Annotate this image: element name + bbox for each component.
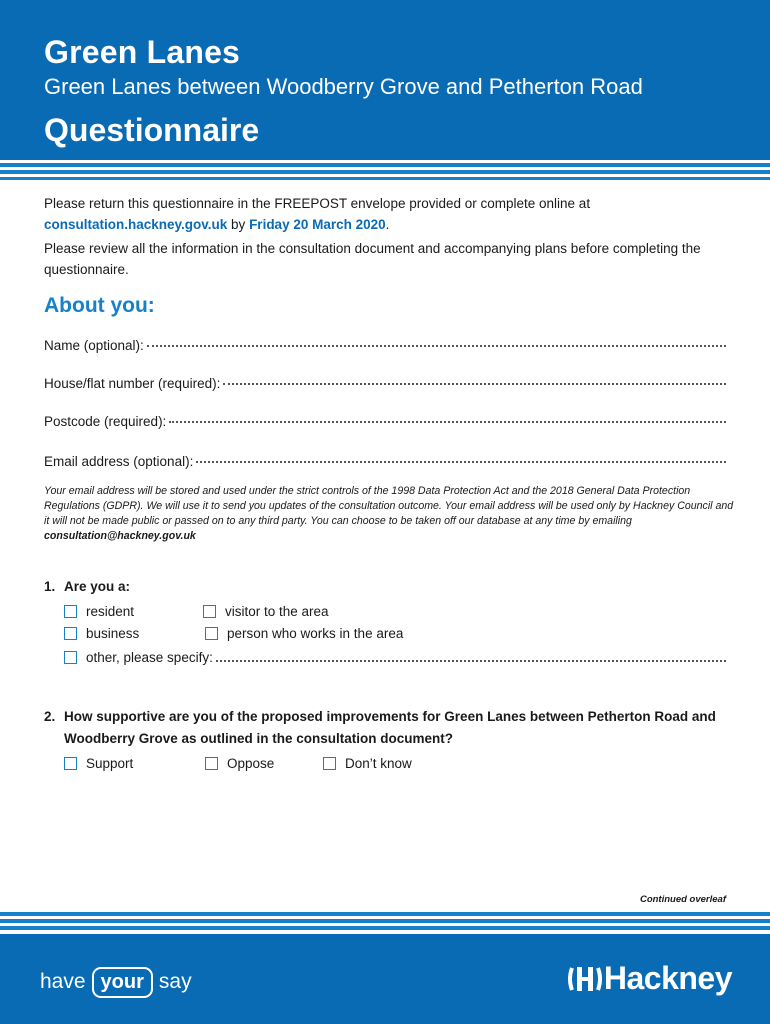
question-1 — [44, 576, 130, 598]
deadline-date: Friday 20 March 2020 — [249, 217, 386, 232]
option-other[interactable] — [64, 650, 726, 665]
intro-text-by: by — [227, 217, 250, 232]
option-label: visitor to the area — [225, 604, 329, 619]
email-input-line[interactable] — [196, 461, 726, 463]
privacy-email[interactable]: consultation@hackney.gov.uk — [44, 530, 196, 542]
house-number-input-line[interactable] — [223, 383, 726, 385]
house-number-field[interactable] — [44, 376, 726, 391]
logo-text-have: have — [40, 970, 86, 993]
house-number-label: House/flat number (required): — [44, 376, 221, 391]
intro-text: Please return this questionnaire in the FREEPOST envelope provided or complete online at — [44, 196, 591, 211]
checkbox[interactable] — [205, 757, 218, 770]
option-works-in-area[interactable] — [205, 626, 403, 641]
logo-text-your: your — [100, 970, 144, 993]
option-label: business — [86, 626, 140, 641]
name-input-line[interactable] — [147, 345, 726, 347]
postcode-input-line[interactable] — [169, 421, 726, 423]
checkbox[interactable] — [205, 627, 218, 640]
question-1-number: 1. — [44, 579, 56, 594]
logo-text-say: say — [158, 970, 192, 993]
checkbox[interactable] — [64, 627, 77, 640]
continued-overleaf: Continued overleaf — [639, 894, 726, 905]
question-1-text: Are you a: — [64, 579, 131, 594]
option-oppose[interactable] — [205, 756, 274, 771]
name-label: Name (optional): — [44, 338, 144, 353]
option-label: person who works in the area — [227, 626, 404, 641]
email-label: Email address (optional): — [44, 454, 194, 469]
hackney-h-icon — [568, 964, 602, 994]
intro-paragraph-2: Please review all the information in the consultation document and accompanying plans before completing the questionnaire. — [44, 241, 701, 277]
have-your-say-logo — [40, 958, 192, 1006]
option-business[interactable] — [64, 626, 139, 641]
hackney-logo — [568, 960, 732, 997]
option-resident[interactable] — [64, 604, 134, 619]
intro-paragraph-1 — [44, 193, 734, 235]
option-visitor[interactable] — [203, 604, 329, 619]
hackney-wordmark: Hackney — [603, 960, 732, 996]
option-label: Oppose — [227, 756, 275, 771]
checkbox[interactable] — [64, 605, 77, 618]
checkbox[interactable] — [203, 605, 216, 618]
consultation-link[interactable]: consultation.hackney.gov.uk — [44, 217, 228, 232]
page-subtitle: Green Lanes between Woodberry Grove and Petherton Road — [44, 74, 643, 99]
option-label: resident — [86, 604, 135, 619]
option-support[interactable] — [64, 756, 133, 771]
intro-period: . — [385, 217, 390, 232]
postcode-label: Postcode (required): — [44, 414, 167, 429]
checkbox[interactable] — [323, 757, 336, 770]
postcode-field[interactable] — [44, 414, 726, 429]
header-banner — [0, 0, 770, 160]
other-specify-input-line[interactable] — [216, 660, 726, 662]
option-label: Support — [86, 756, 134, 771]
email-field[interactable] — [44, 454, 726, 469]
option-label: Don’t know — [345, 756, 412, 771]
option-other-label: other, please specify: — [86, 650, 213, 665]
checkbox[interactable] — [64, 651, 77, 664]
about-you-heading: About you: — [44, 294, 155, 317]
checkbox[interactable] — [64, 757, 77, 770]
question-2-text: How supportive are you of the proposed improvements for Green Lanes between Petherton Road and Woodberry Grove as outlined in the consultation document? — [64, 709, 716, 746]
privacy-text: Your email address will be stored and used under the strict controls of the 1998 Data Protection Act and the 2018 General Data Protection Regulations (GDPR). We will use it to send you updates of the consultation outcome. Your email address will be used only by Hackney Council and it will not be made public or passed on to any third party. You can choose to be taken off our database at any time by emailing — [44, 485, 734, 527]
speech-bubble-icon — [92, 967, 153, 998]
question-2-number: 2. — [44, 709, 56, 724]
privacy-notice — [44, 484, 734, 544]
name-field[interactable] — [44, 338, 726, 353]
document-title: Questionnaire — [44, 112, 260, 148]
option-dont-know[interactable] — [323, 756, 412, 771]
page-title: Green Lanes — [44, 34, 241, 70]
